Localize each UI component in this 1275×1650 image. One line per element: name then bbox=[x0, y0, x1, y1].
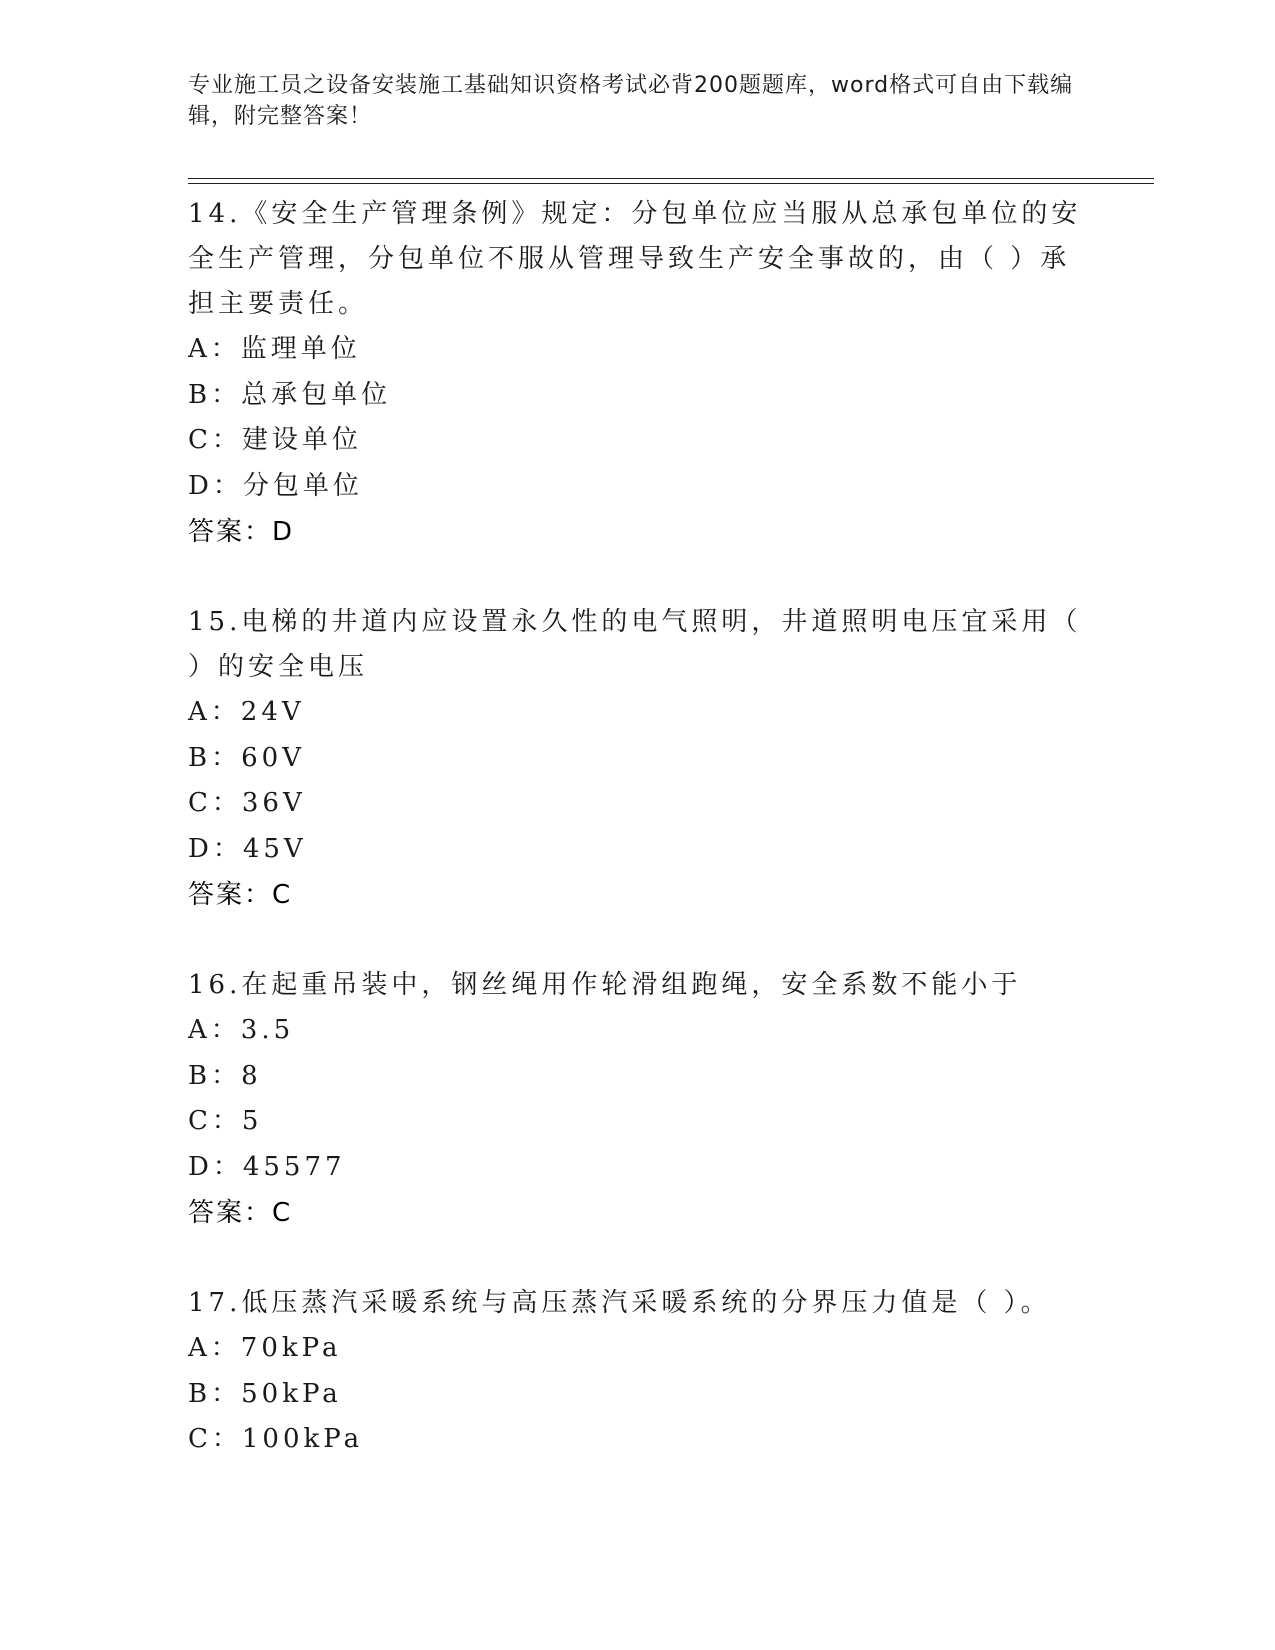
answer: 答案：D bbox=[188, 517, 295, 547]
option-b: B：50kPa bbox=[188, 1378, 342, 1409]
answer: 答案：C bbox=[188, 880, 293, 910]
question-text: 17.低压蒸汽采暖系统与高压蒸汽采暖系统的分界压力值是（ ）。 bbox=[188, 1288, 1051, 1318]
option-c: C：5 bbox=[188, 1106, 263, 1136]
question-text: 16.在起重吊装中，钢丝绳用作轮滑组跑绳，安全系数不能小于 bbox=[188, 970, 1022, 1000]
question-17 bbox=[188, 1281, 1088, 1463]
question-16 bbox=[188, 963, 1088, 1236]
option-b: B：60V bbox=[188, 742, 305, 773]
question-text: 14.《安全生产管理条例》规定：分包单位应当服从总承包单位的安全生产管理，分包单位不服从管理导致生产安全事故的，由（ ）承担主要责任。 bbox=[188, 199, 1082, 319]
option-d: D：45V bbox=[188, 833, 307, 864]
question-14 bbox=[188, 192, 1088, 555]
document-header: 专业施工员之设备安装施工基础知识资格考试必背200题题库，word格式可自由下载编辑，附完整答案！ bbox=[188, 73, 1074, 129]
option-b: B：8 bbox=[188, 1060, 262, 1091]
option-c: C：100kPa bbox=[188, 1424, 364, 1454]
option-a: A：24V bbox=[188, 697, 305, 727]
header-rule-top bbox=[188, 178, 1154, 179]
header-rule-bottom bbox=[188, 183, 1154, 184]
option-c: C：建设单位 bbox=[188, 425, 362, 455]
option-b: B：总承包单位 bbox=[188, 379, 392, 410]
option-d: D：45577 bbox=[188, 1151, 346, 1182]
option-d: D：分包单位 bbox=[188, 470, 363, 501]
question-list bbox=[188, 192, 1088, 1463]
answer: 答案：C bbox=[188, 1198, 293, 1228]
question-text: 15.电梯的井道内应设置永久性的电气照明，井道照明电压宜采用（ ）的安全电压 bbox=[188, 607, 1082, 682]
question-15 bbox=[188, 600, 1088, 918]
option-a: A：3.5 bbox=[188, 1015, 295, 1045]
option-a: A：监理单位 bbox=[188, 334, 361, 364]
option-c: C：36V bbox=[188, 788, 306, 818]
option-a: A：70kPa bbox=[188, 1333, 342, 1363]
